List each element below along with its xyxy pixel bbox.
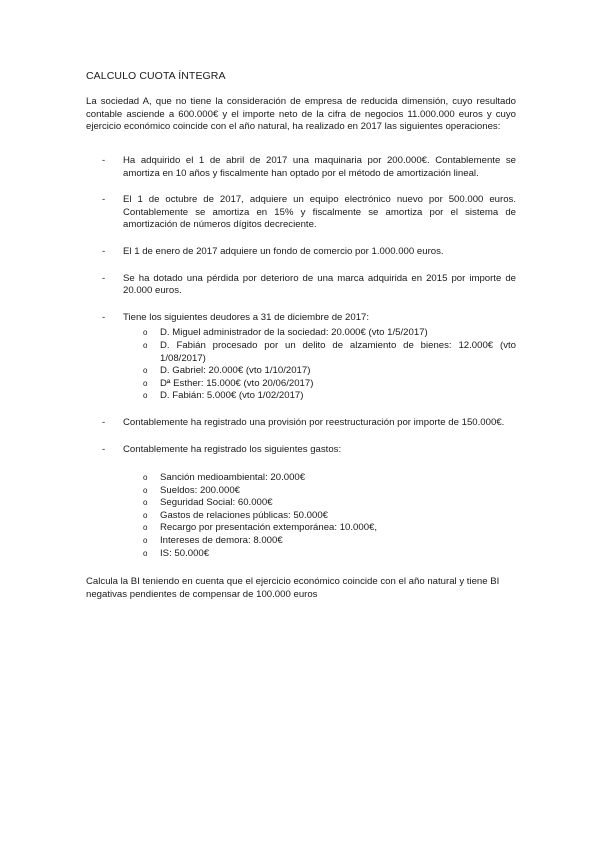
operation-text: Contablemente ha registrado los siguientes gastos: <box>123 443 342 455</box>
dash-marker: - <box>102 245 106 257</box>
circle-bullet: o <box>143 340 148 350</box>
circle-bullet: o <box>143 366 148 376</box>
debtor-item <box>123 327 516 340</box>
operation-text: El 1 de enero de 2017 adquiere un fondo de comercio por 1.000.000 euros. <box>123 245 444 257</box>
operation-text: Tiene los siguientes deudores a 31 de diciembre de 2017: <box>123 311 370 323</box>
operation-item <box>86 194 516 232</box>
circle-bullet: o <box>143 510 148 520</box>
debtors-list <box>123 327 516 403</box>
circle-bullet: o <box>143 328 148 338</box>
operation-text: Ha adquirido el 1 de abril de 2017 una maquinaria por 200.000€. Contablemente se amortiza en 10 años y fiscalmente han optado por el método de amortización lineal. <box>123 155 516 179</box>
dash-marker: - <box>102 194 106 206</box>
closing-paragraph: Calcula la BI teniendo en cuenta que el ejercicio económico coincide con el año natural y tiene BI negativas pendientes de compensar de 100.000 euros <box>86 576 500 600</box>
dash-marker: - <box>102 443 106 455</box>
dash-marker: - <box>102 311 106 323</box>
debtor-text: D. Gabriel: 20.000€ (vto 1/10/2017) <box>160 365 311 377</box>
expense-text: Intereses de demora: 8.000€ <box>160 535 283 547</box>
debtor-text: D. Fabián procesado por un delito de alzamiento de bienes: 12.000€ (vto 1/08/2017) <box>160 339 516 364</box>
operations-list <box>86 155 516 574</box>
dash-marker: - <box>102 272 106 284</box>
debtor-text: Dª Esther: 15.000€ (vto 20/06/2017) <box>160 377 314 389</box>
expense-text: IS: 50.000€ <box>160 547 210 559</box>
operation-item-expenses <box>86 444 516 561</box>
operation-item <box>86 417 516 430</box>
circle-bullet: o <box>143 498 148 508</box>
circle-bullet: o <box>143 523 148 533</box>
dash-marker: - <box>102 155 106 166</box>
debtor-text: D. Fabián: 5.000€ (vto 1/02/2017) <box>160 390 304 402</box>
expense-item <box>123 472 516 485</box>
expense-text: Seguridad Social: 60.000€ <box>160 497 273 509</box>
expense-text: Gastos de relaciones públicas: 50.000€ <box>160 509 328 521</box>
expense-text: Sanción medioambiental: 20.000€ <box>160 472 306 484</box>
circle-bullet: o <box>143 378 148 388</box>
debtor-item <box>123 390 516 403</box>
circle-bullet: o <box>143 536 148 546</box>
expense-item <box>123 497 516 510</box>
document-title: CALCULO CUOTA ÍNTEGRA <box>86 70 226 82</box>
dash-marker: - <box>102 416 106 428</box>
operation-text: El 1 de octubre de 2017, adquiere un equipo electrónico nuevo por 500.000 euros. Contablemente se amortiza en 15% y fiscalmente se amortiza por el sistema de amortización de números dígitos decreciente. <box>123 194 516 231</box>
operation-item <box>86 246 516 259</box>
expense-item <box>123 510 516 523</box>
circle-bullet: o <box>143 548 148 558</box>
operation-item <box>86 273 516 298</box>
operation-item <box>86 155 516 180</box>
circle-bullet: o <box>143 473 148 483</box>
expenses-list <box>123 472 516 560</box>
debtor-item <box>123 365 516 378</box>
expense-item <box>123 548 516 561</box>
operation-text: Contablemente ha registrado una provisión por reestructuración por importe de 150.000€. <box>123 416 505 428</box>
operation-text: Se ha dotado una pérdida por deterioro de una marca adquirida en 2015 por importe de 20.000 euros. <box>123 272 516 297</box>
expense-item <box>123 485 516 498</box>
operation-item-debtors <box>86 312 516 403</box>
expense-text: Recargo por presentación extemporánea: 10.000€, <box>160 522 378 534</box>
circle-bullet: o <box>143 485 148 495</box>
debtor-item <box>123 378 516 391</box>
debtor-text: D. Miguel administrador de la sociedad: 20.000€ (vto 1/5/2017) <box>160 327 428 339</box>
debtor-item <box>123 340 516 365</box>
intro-paragraph: La sociedad A, que no tiene la consideración de empresa de reducida dimensión, cuyo resultado contable asciende a 600.000€ y el importe neto de la cifra de negocios 11.000.000 euros y cuyo ejercicio económico coincide con el año natural, ha realizado en 2017 las siguientes operaciones: <box>86 96 516 133</box>
expense-item <box>123 522 516 535</box>
circle-bullet: o <box>143 391 148 401</box>
expense-item <box>123 535 516 548</box>
expense-text: Sueldos: 200.000€ <box>160 484 241 496</box>
